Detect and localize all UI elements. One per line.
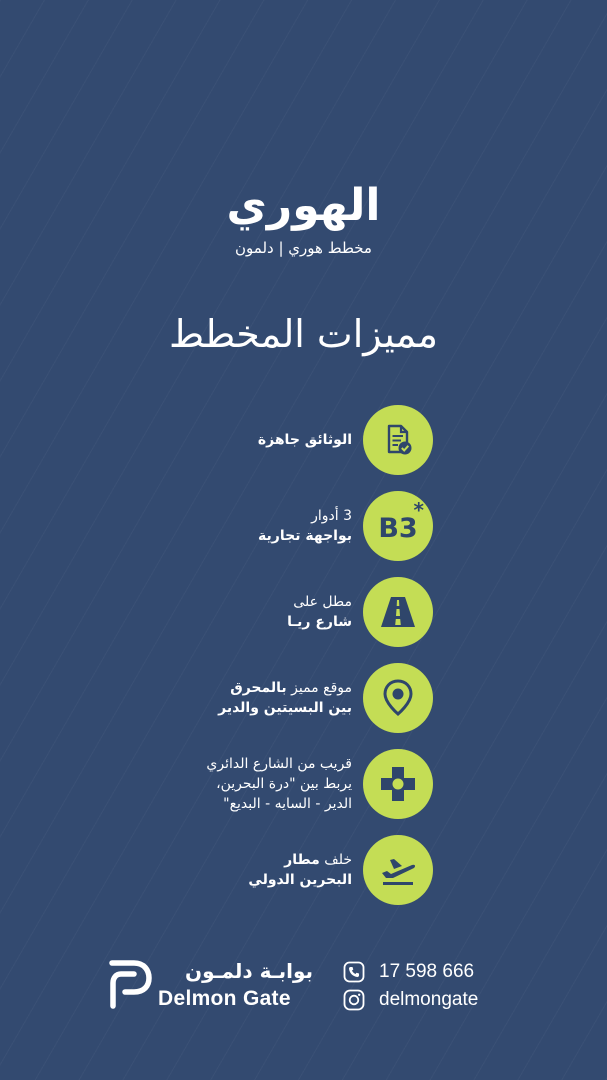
feature-line: بواجهة تجارية — [258, 528, 352, 544]
document-check-icon — [363, 405, 433, 475]
feature-line — [248, 850, 352, 870]
road-icon — [363, 577, 433, 647]
airplane-departure-icon — [363, 835, 433, 905]
page-title: الهوري — [226, 180, 381, 231]
phone-icon — [343, 961, 365, 983]
feature-floors — [0, 491, 607, 561]
feature-line: قريب من الشارع الدائري — [206, 756, 352, 772]
feature-ring-road — [0, 749, 607, 819]
feature-line — [218, 678, 352, 698]
feature-line-regular: خلف — [319, 852, 352, 868]
page-subtitle: مخطط هوري | دلمون — [235, 239, 372, 257]
feature-line: 3 أدوار — [311, 508, 352, 524]
phone-number: 17 598 666 — [379, 961, 475, 982]
feature-documents — [0, 405, 607, 475]
b3-asterisk: * — [413, 498, 424, 522]
roundabout-icon — [363, 749, 433, 819]
phone-contact[interactable] — [343, 960, 474, 984]
instagram-icon — [343, 989, 365, 1011]
footer — [0, 955, 607, 1015]
title-block — [0, 180, 607, 257]
feature-street — [0, 577, 607, 647]
feature-line-regular: موقع مميز — [286, 680, 352, 696]
feature-location — [0, 663, 607, 733]
feature-line-bold: مطار — [284, 852, 320, 868]
instagram-contact[interactable] — [343, 988, 478, 1012]
feature-line: بين البسيتين والدير — [218, 700, 352, 716]
feature-text — [248, 835, 352, 905]
brand-name-arabic: بوابـة دلمـون — [185, 959, 313, 983]
feature-line: مطل على — [293, 594, 352, 610]
feature-line-bold: بالمحرق — [230, 680, 287, 696]
feature-line: يربط بين "درة البحرين، — [216, 776, 352, 792]
feature-line: البحرين الدولي — [248, 872, 352, 888]
feature-text — [206, 743, 352, 825]
feature-line: الوثائق جاهزة — [257, 432, 352, 448]
section-heading: مميزات المخطط — [168, 312, 439, 356]
b3-label: B3 — [378, 512, 418, 544]
b3-badge-icon — [363, 491, 433, 561]
feature-airport — [0, 835, 607, 905]
location-pin-icon — [363, 663, 433, 733]
feature-text — [258, 491, 352, 561]
instagram-handle: delmongate — [379, 989, 479, 1010]
delmon-gate-logo-icon — [108, 959, 152, 1009]
feature-text — [287, 577, 352, 647]
feature-line: الدير - السايه - البديع" — [223, 796, 352, 812]
brand-name-english: Delmon Gate — [158, 987, 291, 1010]
feature-text — [258, 405, 352, 475]
feature-text — [218, 663, 352, 733]
feature-line: شارع ريـا — [287, 614, 352, 630]
